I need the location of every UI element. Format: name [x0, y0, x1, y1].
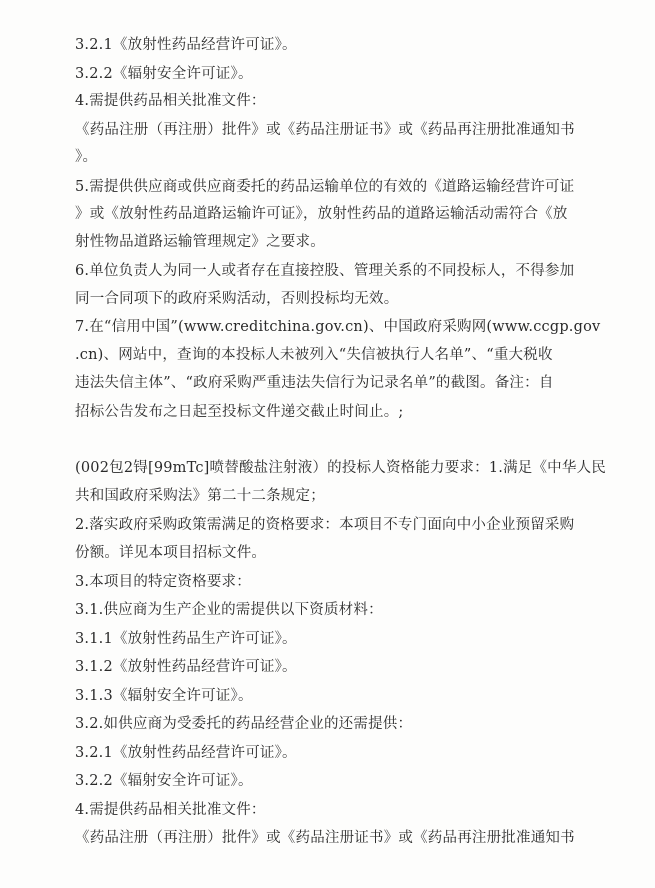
text-line: (002包2锝[99mTc]喷替酸盐注射液）的投标人资格能力要求：1.满足《中华人民 — [75, 460, 606, 476]
text-line: 3.2.2《辐射安全许可证》。 — [75, 66, 253, 82]
text-line: 3.1.2《放射性药品经营许可证》。 — [75, 659, 297, 675]
text-line: 3.1.3《辐射安全许可证》。 — [75, 688, 253, 704]
text-line: 招标公告发布之日起至投标文件递交截止时间止。; — [75, 404, 404, 420]
text-line: 射性物品道路运输管理规定》之要求。 — [75, 234, 325, 250]
text-line: 5.需提供供应商或供应商委托的药品运输单位的有效的《道路运输经营许可证 — [75, 179, 575, 195]
text-line: 同一合同项下的政府采购活动，否则投标均无效。 — [75, 291, 399, 307]
text-line: 》。 — [75, 149, 98, 165]
text-line: .cn)、网站中，查询的本投标人未被列入“失信被执行人名单”、“重大税收 — [75, 347, 553, 363]
text-line: 份额。详见本项目招标文件。 — [75, 545, 267, 561]
text-line: 3.1.1《放射性药品生产许可证》。 — [75, 631, 297, 647]
text-line: 4.需提供药品相关批准文件： — [75, 93, 266, 109]
text-line: 《药品注册（再注册）批件》或《药品注册证书》或《药品再注册批准通知书 — [75, 830, 575, 846]
text-line: 3.2.2《辐射安全许可证》。 — [75, 773, 253, 789]
text-line: 3.2.1《放射性药品经营许可证》。 — [75, 745, 297, 761]
text-line: 2.落实政府采购政策需满足的资格要求：本项目不专门面向中小企业预留采购 — [75, 517, 575, 533]
text-line: 共和国政府采购法》第二十二条规定； — [75, 488, 325, 504]
text-line: 4.需提供药品相关批准文件： — [75, 802, 266, 818]
text-line: 3.2.1《放射性药品经营许可证》。 — [75, 37, 297, 53]
text-line: 《药品注册（再注册）批件》或《药品注册证书》或《药品再注册批准通知书 — [75, 122, 575, 138]
text-line: 违法失信主体”、“政府采购严重违法失信行为记录名单”的截图。备注：自 — [75, 375, 554, 391]
text-line: 7.在“信用中国”(www.creditchina.gov.cn)、中国政府采购网(www.ccgp.gov — [75, 319, 601, 335]
text-line: 》或《放射性药品道路运输许可证》，放射性药品的道路运输活动需符合《放 — [75, 206, 568, 222]
text-line: 6.单位负责人为同一人或者存在直接控股、管理关系的不同投标人，不得参加 — [75, 263, 575, 279]
text-line: 3.本项目的特定资格要求： — [75, 574, 251, 590]
text-line: 3.1.供应商为生产企业的需提供以下资质材料： — [75, 602, 383, 618]
text-line: 3.2.如供应商为受委托的药品经营企业的还需提供： — [75, 716, 413, 732]
